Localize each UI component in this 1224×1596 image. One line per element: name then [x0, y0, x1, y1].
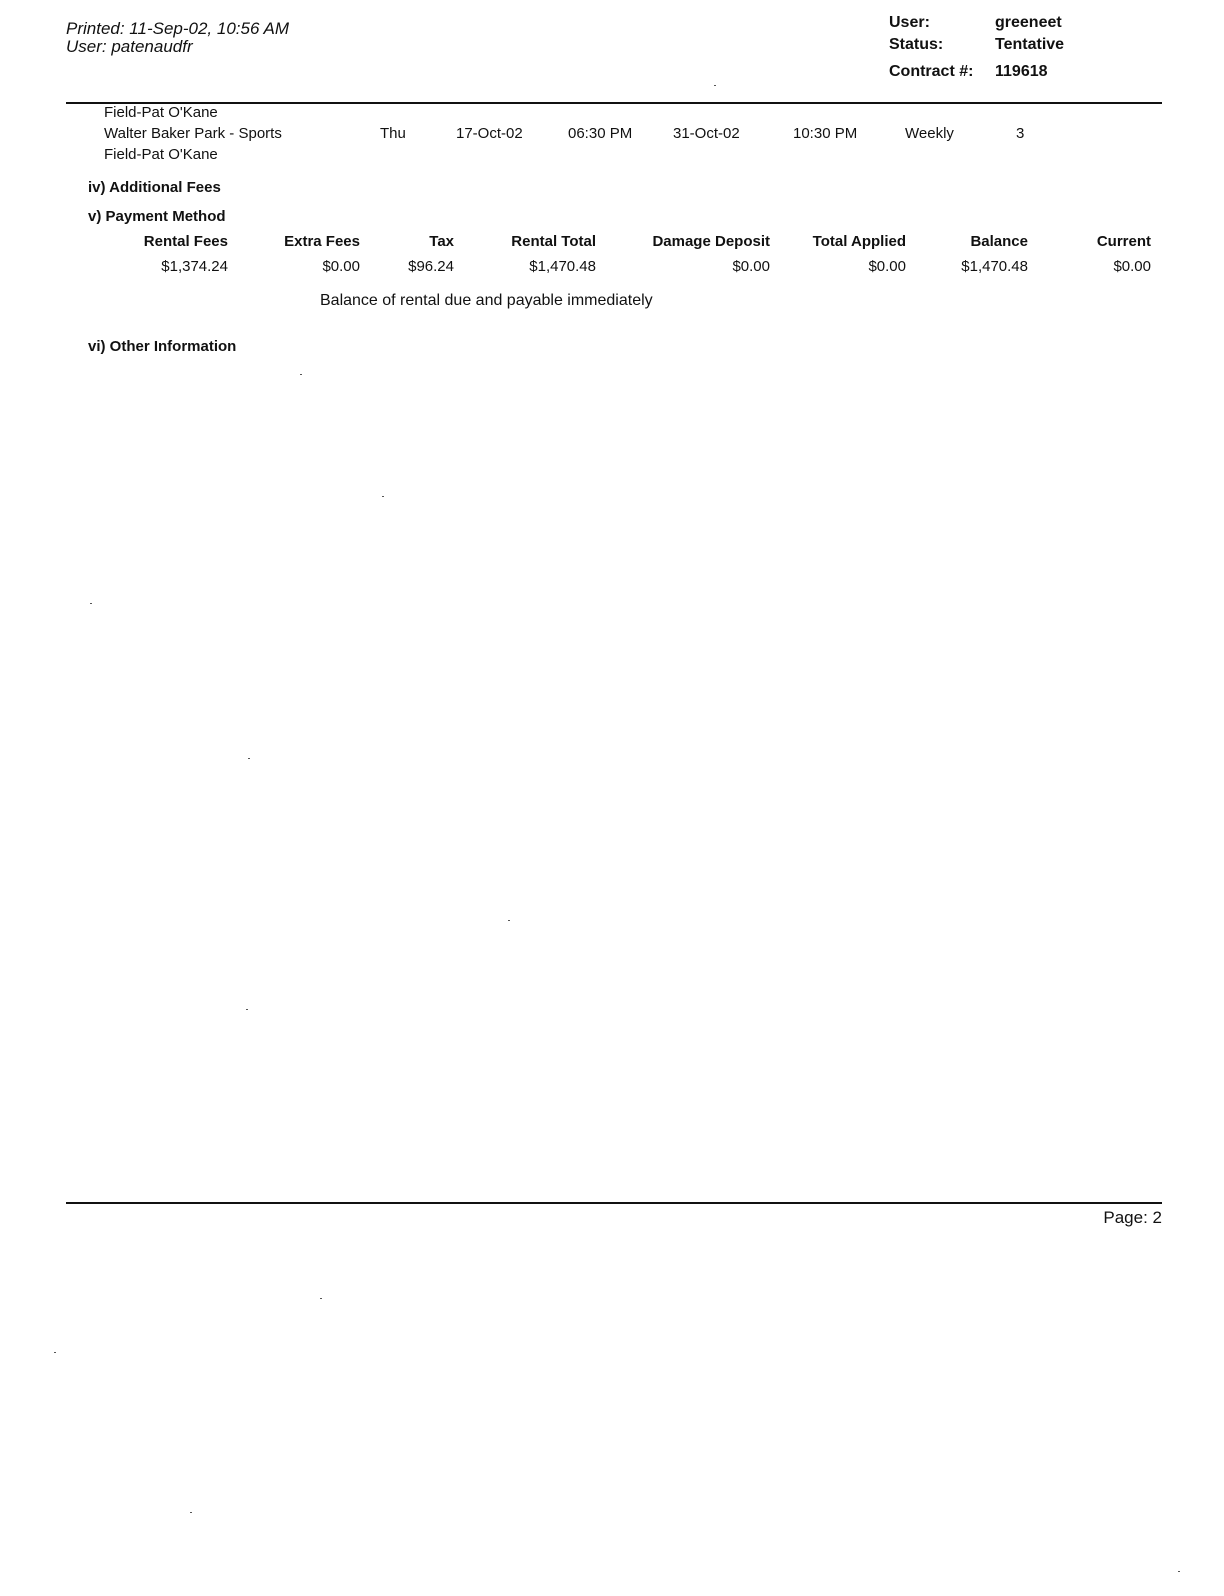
- payment-header-rental-fees: Rental Fees: [143, 233, 228, 250]
- section-other-information: vi) Other Information: [88, 338, 237, 355]
- payment-value-rental-fees: $1,374.24: [161, 258, 228, 275]
- scan-speck: [714, 85, 716, 86]
- payment-header-tax: Tax: [429, 233, 454, 250]
- payment-header-rental-total: Rental Total: [511, 233, 596, 250]
- booking-start-date: 17-Oct-02: [456, 125, 523, 142]
- carryover-facility-text: Field-Pat O'Kane: [104, 104, 218, 121]
- payment-value-total-applied: $0.00: [868, 258, 906, 275]
- scan-speck: [54, 1352, 56, 1353]
- payment-value-current: $0.00: [1113, 258, 1151, 275]
- facility-name-line1: Walter Baker Park - Sports: [104, 125, 282, 142]
- scan-speck: [300, 374, 302, 375]
- scan-speck: [248, 758, 250, 759]
- footer-divider: [66, 1202, 1162, 1204]
- payment-value-extra-fees: $0.00: [322, 258, 360, 275]
- user-label: User:: [889, 14, 930, 31]
- printed-timestamp: Printed: 11-Sep-02, 10:56 AM: [66, 19, 290, 38]
- scan-speck: [382, 496, 384, 497]
- scan-speck: [508, 920, 510, 921]
- payment-value-balance: $1,470.48: [961, 258, 1028, 275]
- status-label: Status:: [889, 36, 944, 53]
- payment-header-current: Current: [1096, 233, 1151, 250]
- scan-speck: [190, 1512, 192, 1513]
- scan-speck: [90, 603, 92, 604]
- section-additional-fees: iv) Additional Fees: [88, 179, 221, 196]
- payment-note: Balance of rental due and payable immediately: [320, 292, 653, 309]
- payment-header-balance: Balance: [970, 233, 1028, 250]
- payment-value-rental-total: $1,470.48: [529, 258, 596, 275]
- payment-value-tax: $96.24: [408, 258, 454, 275]
- booking-frequency: Weekly: [905, 125, 954, 142]
- booking-day: Thu: [380, 125, 406, 142]
- facility-name-line2: Field-Pat O'Kane: [104, 146, 218, 163]
- payment-header-total-applied: Total Applied: [812, 233, 906, 250]
- scan-speck: [320, 1298, 322, 1299]
- section-payment-method: v) Payment Method: [88, 208, 226, 225]
- payment-header-damage-deposit: Damage Deposit: [652, 233, 770, 250]
- contract-number: 119618: [995, 63, 1048, 80]
- scan-speck: [1178, 1571, 1180, 1572]
- booking-end-date: 31-Oct-02: [673, 125, 740, 142]
- status-value: Tentative: [995, 36, 1065, 53]
- user-value: greeneet: [995, 14, 1062, 31]
- header-divider: [66, 102, 1162, 104]
- scan-speck: [246, 1009, 248, 1010]
- booking-end-time: 10:30 PM: [793, 125, 858, 142]
- booking-count: 3: [1016, 125, 1025, 142]
- booking-start-time: 06:30 PM: [568, 125, 633, 142]
- page-number: Page: 2: [1103, 1208, 1162, 1227]
- printed-by-user: User: patenaudfr: [66, 37, 193, 56]
- payment-value-damage-deposit: $0.00: [732, 258, 770, 275]
- contract-label: Contract #:: [889, 63, 974, 80]
- payment-header-extra-fees: Extra Fees: [284, 233, 360, 250]
